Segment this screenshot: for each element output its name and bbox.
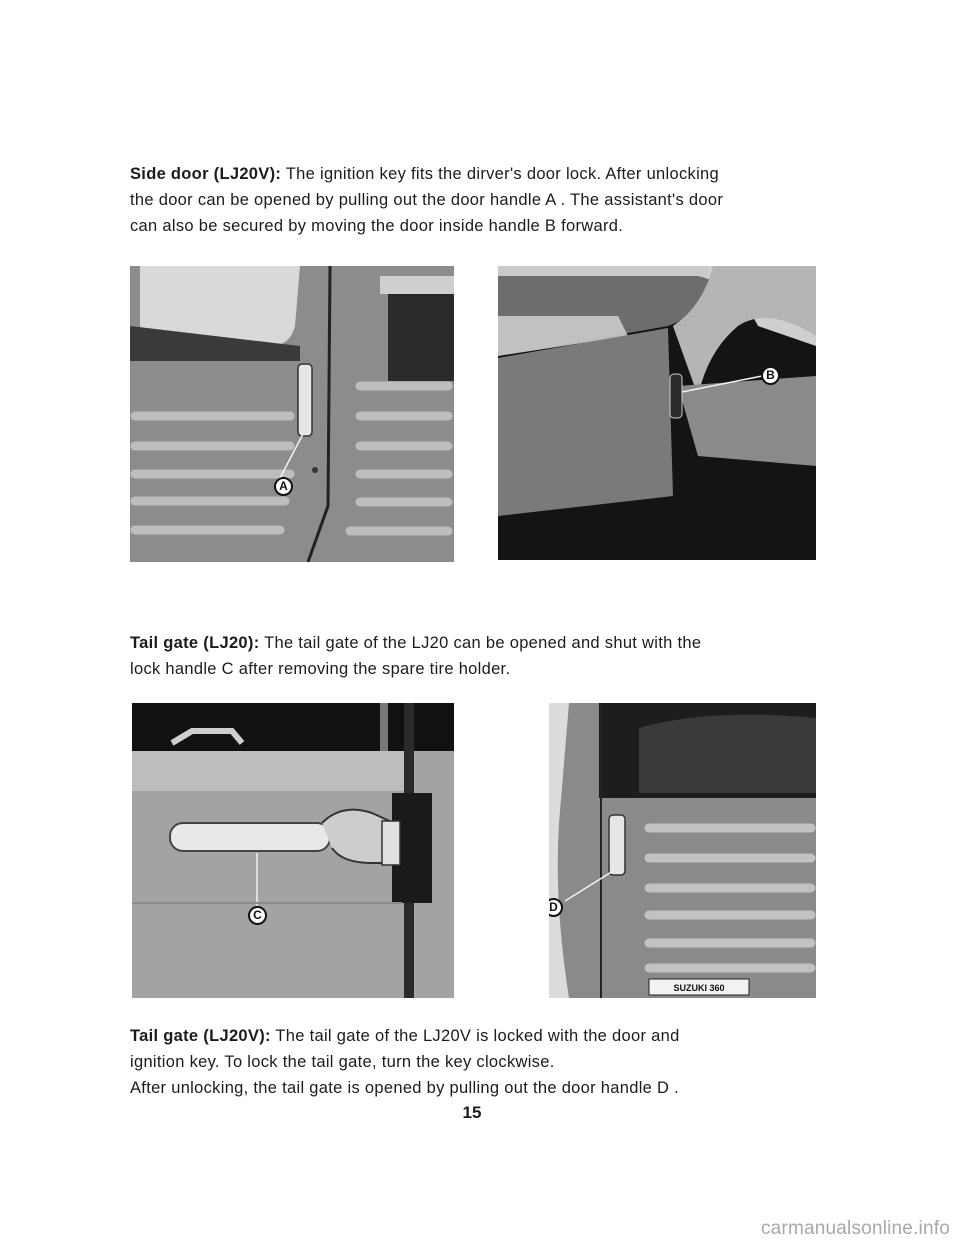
lock-handle-illustration — [132, 703, 454, 998]
side-door-line-2: the door can be opened by pulling out the door handle A . The assistant's door — [130, 191, 724, 209]
callout-c: C — [248, 906, 267, 925]
photo-tail-gate-handle — [549, 703, 816, 998]
tail-gate-lj20-line-1: Tail gate (LJ20): The tail gate of the LJ20 can be opened and shut with the — [130, 634, 702, 652]
tail-gate-lj20v-line-1: Tail gate (LJ20V): The tail gate of the LJ20V is locked with the door and — [130, 1027, 680, 1045]
side-door-paragraph — [130, 161, 830, 239]
tail-gate-lj20-paragraph — [130, 630, 830, 682]
tail-gate-lj20v-line-2: ignition key. To lock the tail gate, turn the key clockwise. — [130, 1053, 555, 1071]
tail-gate-lj20v-heading: Tail gate (LJ20V): — [130, 1027, 271, 1045]
photo-assistant-door-handle — [498, 266, 816, 560]
callout-d: D — [549, 898, 563, 917]
callout-b: B — [761, 366, 780, 385]
side-door-illustration — [130, 266, 454, 562]
callout-a: A — [274, 477, 293, 496]
photo-side-door-handle — [130, 266, 454, 562]
suzuki-360-plate: SUZUKI 360 — [673, 983, 725, 993]
side-door-line-3: can also be secured by moving the door inside handle B forward. — [130, 217, 624, 235]
photo-tail-gate-lock-handle — [132, 703, 454, 998]
assistant-door-illustration — [498, 266, 816, 560]
tail-gate-lj20-line-2: lock handle C after removing the spare tire holder. — [130, 660, 511, 678]
side-door-line-1: Side door (LJ20V): The ignition key fits the dirver's door lock. After unlocking — [130, 165, 719, 183]
side-door-heading: Side door (LJ20V): — [130, 165, 282, 183]
tail-gate-lj20v-line-3: After unlocking, the tail gate is opened by pulling out the door handle D . — [130, 1079, 680, 1097]
tail-gate-lj20v-paragraph — [130, 1023, 830, 1101]
tail-gate-illustration — [549, 703, 816, 998]
page-number: 15 — [462, 1103, 482, 1122]
watermark: carmanualsonline.info — [760, 1218, 950, 1239]
tail-gate-lj20-heading: Tail gate (LJ20): — [130, 634, 260, 652]
